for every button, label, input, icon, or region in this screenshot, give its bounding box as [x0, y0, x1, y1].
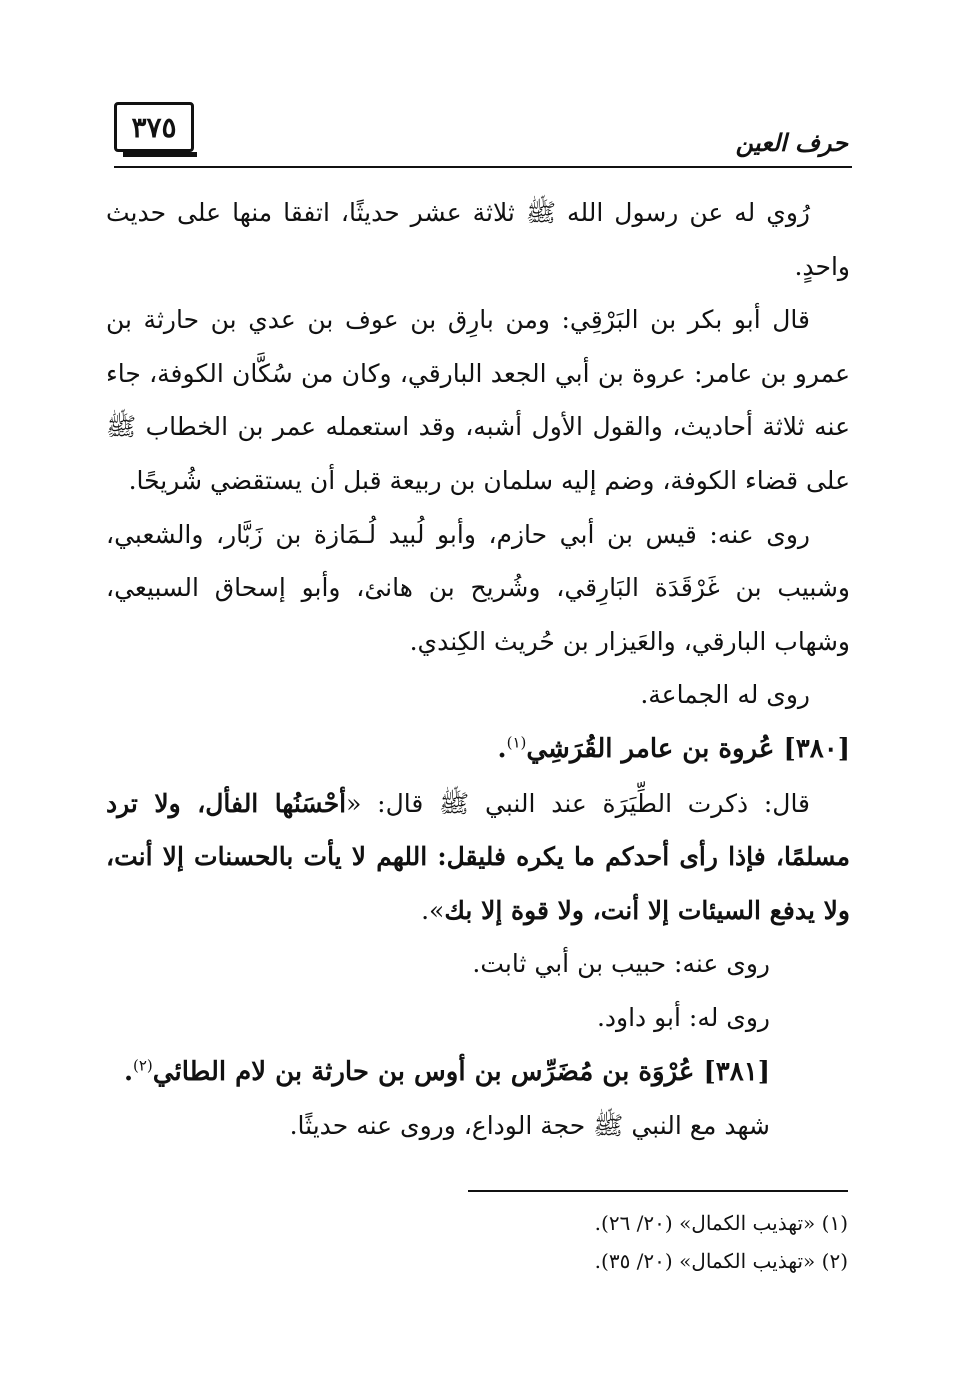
paragraph-narrated-by-380: روى له: أبو داود.	[596, 1002, 770, 1032]
footnotes	[348, 1204, 848, 1280]
paragraph-hadith	[106, 777, 850, 938]
footnote-mark-2: (٢)	[133, 1056, 153, 1075]
footnote-1: (١) «تهذيب الكمال» (٢٠/ ٢٦).	[594, 1211, 848, 1235]
paragraph-farewell-pilgrimage: شهد مع النبي ﷺ حجة الوداع، وروى عنه حديثًا.	[289, 1111, 770, 1141]
hadith-lead: قال: ذكرت الطِّيَرَة عند النبي ﷺ قال: «	[346, 788, 811, 818]
paragraph-narrated-by: روى له الجماعة.	[640, 680, 810, 710]
entry-380-heading-end: .	[497, 733, 507, 764]
entry-380-heading	[106, 722, 850, 777]
footnote-2: (٢) «تهذيب الكمال» (٢٠/ ٣٥).	[594, 1249, 848, 1273]
entry-380-title: [٣٨٠] عُروة بن عامر القُرَشِي	[526, 733, 850, 764]
entry-381-title: [٣٨١] عُرْوَة بن مُضَرِّس بن أوس بن حارثة بن لام الطائي	[152, 1056, 770, 1087]
paragraph-narrators-from: روى عنه: قيس بن أبي حازم، وأبو لُبيد لُـمَازة بن زَبَّار، والشعبي، وشبيب بن غَرْقَدَة البَارِقي، وشُريح بن هانئ، وأبو إسحاق السبيعي، وشهاب البارقي، والعَيزار بن حُريث الكِندي.	[106, 519, 850, 656]
footnote-mark-1: (١)	[506, 733, 527, 752]
running-title: حرف العين	[735, 128, 848, 157]
entry-381-heading-end: .	[123, 1056, 133, 1087]
entry-381-heading	[106, 1045, 850, 1100]
main-text	[106, 186, 850, 1153]
paragraph-narrations: رُوي له عن رسول الله ﷺ ثلاثة عشر حديثًا، اتفقا منها على حديث واحدٍ.	[106, 198, 850, 281]
page-number: ٣٧٥	[131, 110, 177, 144]
page-number-box	[114, 102, 194, 152]
hadith-close: ».	[421, 895, 445, 925]
hadith-text: أحْسَنُها الفأل، ولا ترد مسلمًا، فإذا رأى أحدكم ما يكره فليقل: اللهم لا يأت بالحسنات إلا أنت، ولا يدفع السيئات إلا أنت، ولا قوة إلا بك	[106, 788, 850, 925]
paragraph-barqi-quote: قال أبو بكر بن البَرْقِي: ومن بارِق بن عوف بن عدي بن حارثة بن عمرو بن عامر: عروة بن أبي الجعد البارقي، وكان من سُكَّان الكوفة، جاء عنه ثلاثة أحاديث، والقول الأول أشبه، وقد استعمله عمر بن الخطاب ﷺ على قضاء الكوفة، وضم إليه سلمان بن ربيعة قبل أن يستقضي شُريحًا.	[106, 305, 850, 495]
footnote-rule	[468, 1190, 848, 1192]
paragraph-narrated-from-380: روى عنه: حبيب بن أبي ثابت.	[472, 949, 770, 979]
header-rule	[114, 166, 852, 168]
